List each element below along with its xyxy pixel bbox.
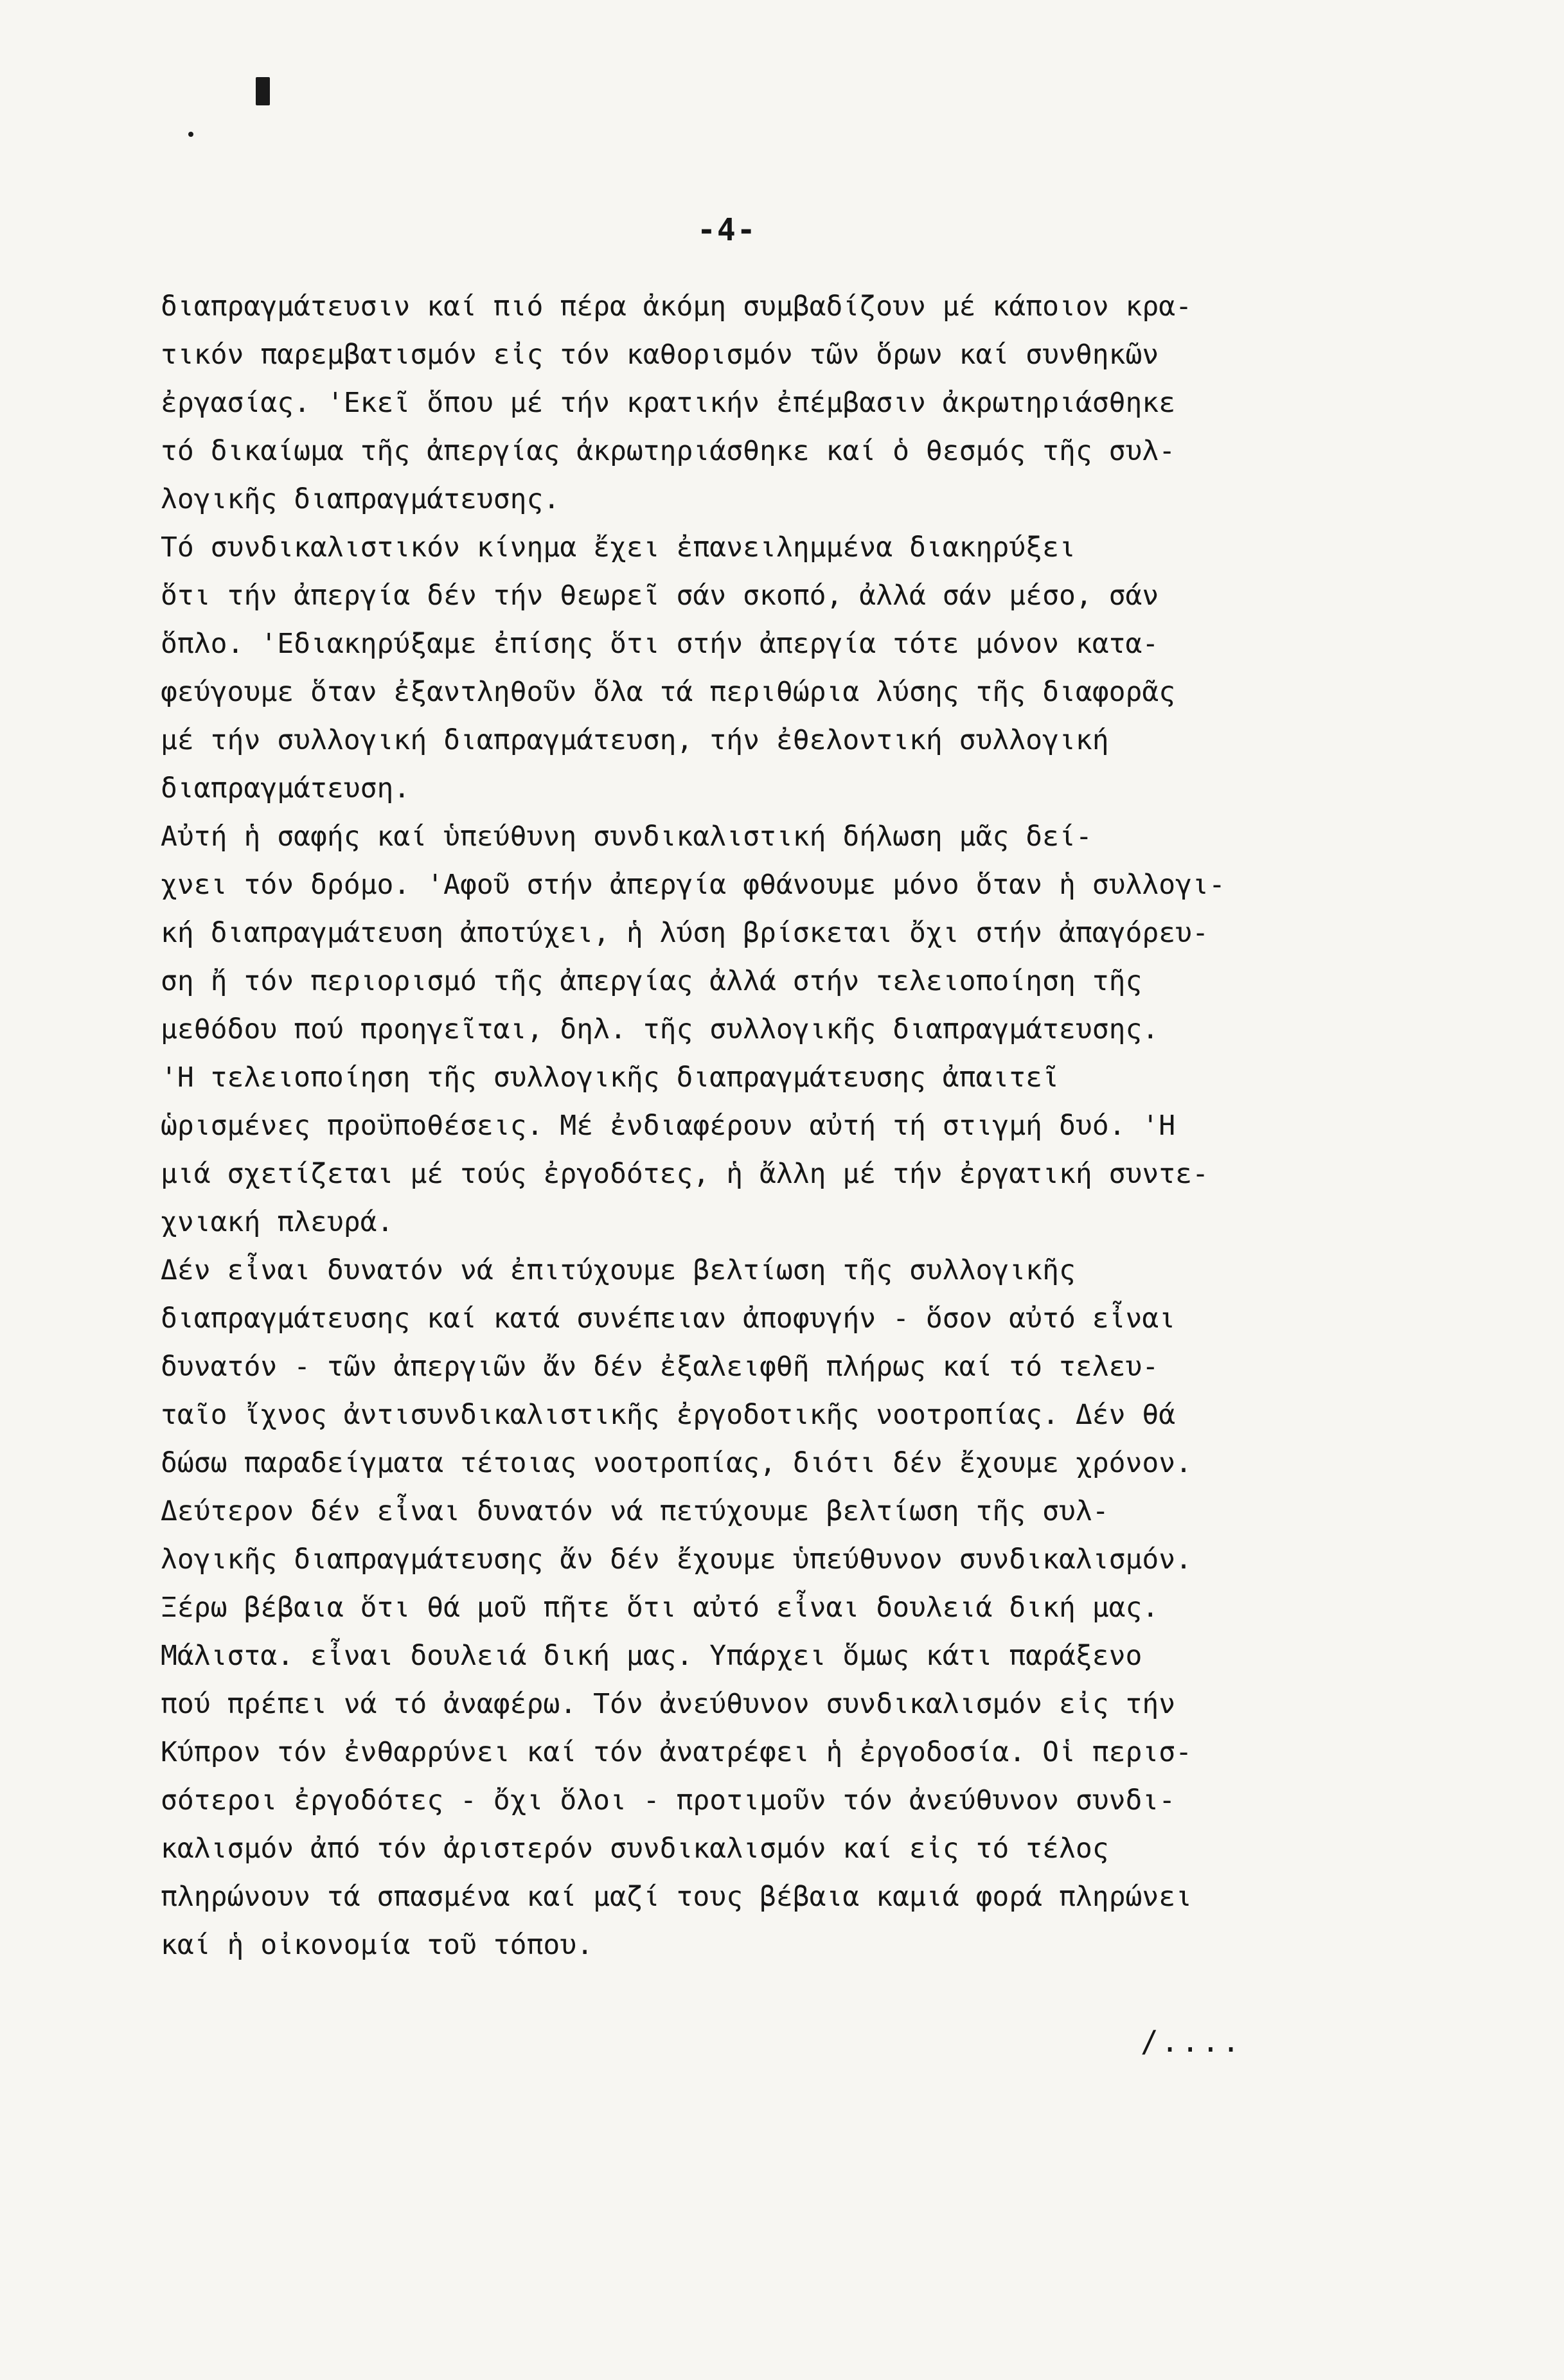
text-line: κή διαπραγμάτευση ἀποτύχει, ἡ λύση βρίσκεται ὄχι στήν ἀπαγόρευ-	[161, 917, 1209, 949]
text-line: 'Η τελειοποίηση τῆς συλλογικῆς διαπραγμάτευσης ἀπαιτεῖ	[161, 1061, 1059, 1094]
text-line: λογικῆς διαπραγμάτευσης.	[161, 483, 560, 515]
text-line: Ξέρω βέβαια ὅτι θά μοῦ πῆτε ὅτι αὐτό εἶναι δουλειά δική μας.	[161, 1592, 1159, 1624]
text-line: τικόν παρεμβατισμόν εἰς τόν καθορισμόν τῶν ὅρων καί συνθηκῶν	[161, 339, 1159, 371]
text-line: ὅτι τήν ἀπεργία δέν τήν θεωρεῖ σάν σκοπό, ἀλλά σάν μέσο, σάν	[161, 580, 1159, 612]
text-line: πού πρέπει νά τό ἀναφέρω. Τόν ἀνεύθυνον συνδικαλισμόν εἰς τήν	[161, 1688, 1176, 1720]
text-line: μιά σχετίζεται μέ τούς ἐργοδότες, ἡ ἄλλη μέ τήν ἐργατική συντε-	[161, 1158, 1209, 1190]
text-line: φεύγουμε ὅταν ἐξαντληθοῦν ὅλα τά περιθώρια λύσης τῆς διαφορᾶς	[161, 676, 1176, 708]
text-line: δώσω παραδείγματα τέτοιας νοοτροπίας, διότι δέν ἔχουμε χρόνον.	[161, 1447, 1193, 1479]
text-line: διαπραγμάτευση.	[161, 772, 411, 804]
text-line: πληρώνουν τά σπασμένα καί μαζί τους βέβαια καμιά φορά πληρώνει	[161, 1881, 1193, 1913]
text-line: ὡρισμένες προϋποθέσεις. Μέ ἐνδιαφέρουν αὐτή τή στιγμή δυό. 'Η	[161, 1110, 1176, 1142]
text-line: μεθόδου πού προηγεῖται, δηλ. τῆς συλλογικῆς διαπραγμάτευσης.	[161, 1013, 1159, 1045]
text-line: Κύπρον τόν ἐνθαρρύνει καί τόν ἀνατρέφει ἡ ἐργοδοσία. Οἱ περισ-	[161, 1736, 1193, 1768]
text-line: ἐργασίας. 'Εκεῖ ὅπου μέ τήν κρατικήν ἐπέμβασιν ἀκρωτηριάσθηκε	[161, 387, 1176, 419]
continuation-mark: /....	[1141, 2024, 1243, 2059]
text-line: Αὐτή ἡ σαφής καί ὑπεύθυνη συνδικαλιστική δήλωση μᾶς δεί-	[161, 821, 1092, 853]
text-line: λογικῆς διαπραγμάτευσης ἄν δέν ἔχουμε ὑπεύθυνον συνδικαλισμόν.	[161, 1543, 1193, 1576]
text-line: καλισμόν ἀπό τόν ἀριστερόν συνδικαλισμόν καί εἰς τό τέλος	[161, 1833, 1109, 1865]
text-line: ταῖο ἴχνος ἀντισυνδικαλιστικῆς ἐργοδοτικῆς νοοτροπίας. Δέν θά	[161, 1399, 1176, 1431]
scan-mark	[188, 132, 193, 137]
text-line: καί ἡ οἰκονομία τοῦ τόπου.	[161, 1929, 594, 1961]
text-line: ὅπλο. 'Εδιακηρύξαμε ἐπίσης ὅτι στήν ἀπεργία τότε μόνον κατα-	[161, 628, 1159, 660]
text-line: χνει τόν δρόμο. 'Αφοῦ στήν ἀπεργία φθάνουμε μόνο ὅταν ἡ συλλογι-	[161, 869, 1225, 901]
text-line: σότεροι ἐργοδότες - ὄχι ὅλοι - προτιμοῦν τόν ἀνεύθυνον συνδι-	[161, 1784, 1176, 1816]
text-line: μέ τήν συλλογική διαπραγμάτευση, τήν ἐθελοντική συλλογική	[161, 724, 1109, 756]
text-line: Δεύτερον δέν εἶναι δυνατόν νά πετύχουμε βελτίωση τῆς συλ-	[161, 1495, 1109, 1527]
page-number: -4-	[697, 212, 757, 248]
body-text	[161, 283, 1439, 1969]
text-line: χνιακή πλευρά.	[161, 1206, 394, 1238]
text-line: ση ἤ τόν περιορισμό τῆς ἀπεργίας ἀλλά στήν τελειοποίηση τῆς	[161, 965, 1142, 997]
text-line: τό δικαίωμα τῆς ἀπεργίας ἀκρωτηριάσθηκε καί ὁ θεσμός τῆς συλ-	[161, 435, 1176, 467]
text-line: δυνατόν - τῶν ἀπεργιῶν ἄν δέν ἐξαλειφθῆ πλήρως καί τό τελευ-	[161, 1351, 1159, 1383]
text-line: διαπραγμάτευσιν καί πιό πέρα ἀκόμη συμβαδίζουν μέ κάποιον κρα-	[161, 290, 1193, 323]
scan-mark	[256, 77, 270, 105]
text-line: Μάλιστα. εἶναι δουλειά δική μας. Υπάρχει ὅμως κάτι παράξενο	[161, 1640, 1142, 1672]
text-line: διαπραγμάτευσης καί κατά συνέπειαν ἀποφυγήν - ὅσον αὐτό εἶναι	[161, 1302, 1176, 1335]
text-line: Τό συνδικαλιστικόν κίνημα ἔχει ἐπανειλημμένα διακηρύξει	[161, 531, 1076, 564]
text-line: Δέν εἶναι δυνατόν νά ἐπιτύχουμε βελτίωση τῆς συλλογικῆς	[161, 1254, 1076, 1286]
